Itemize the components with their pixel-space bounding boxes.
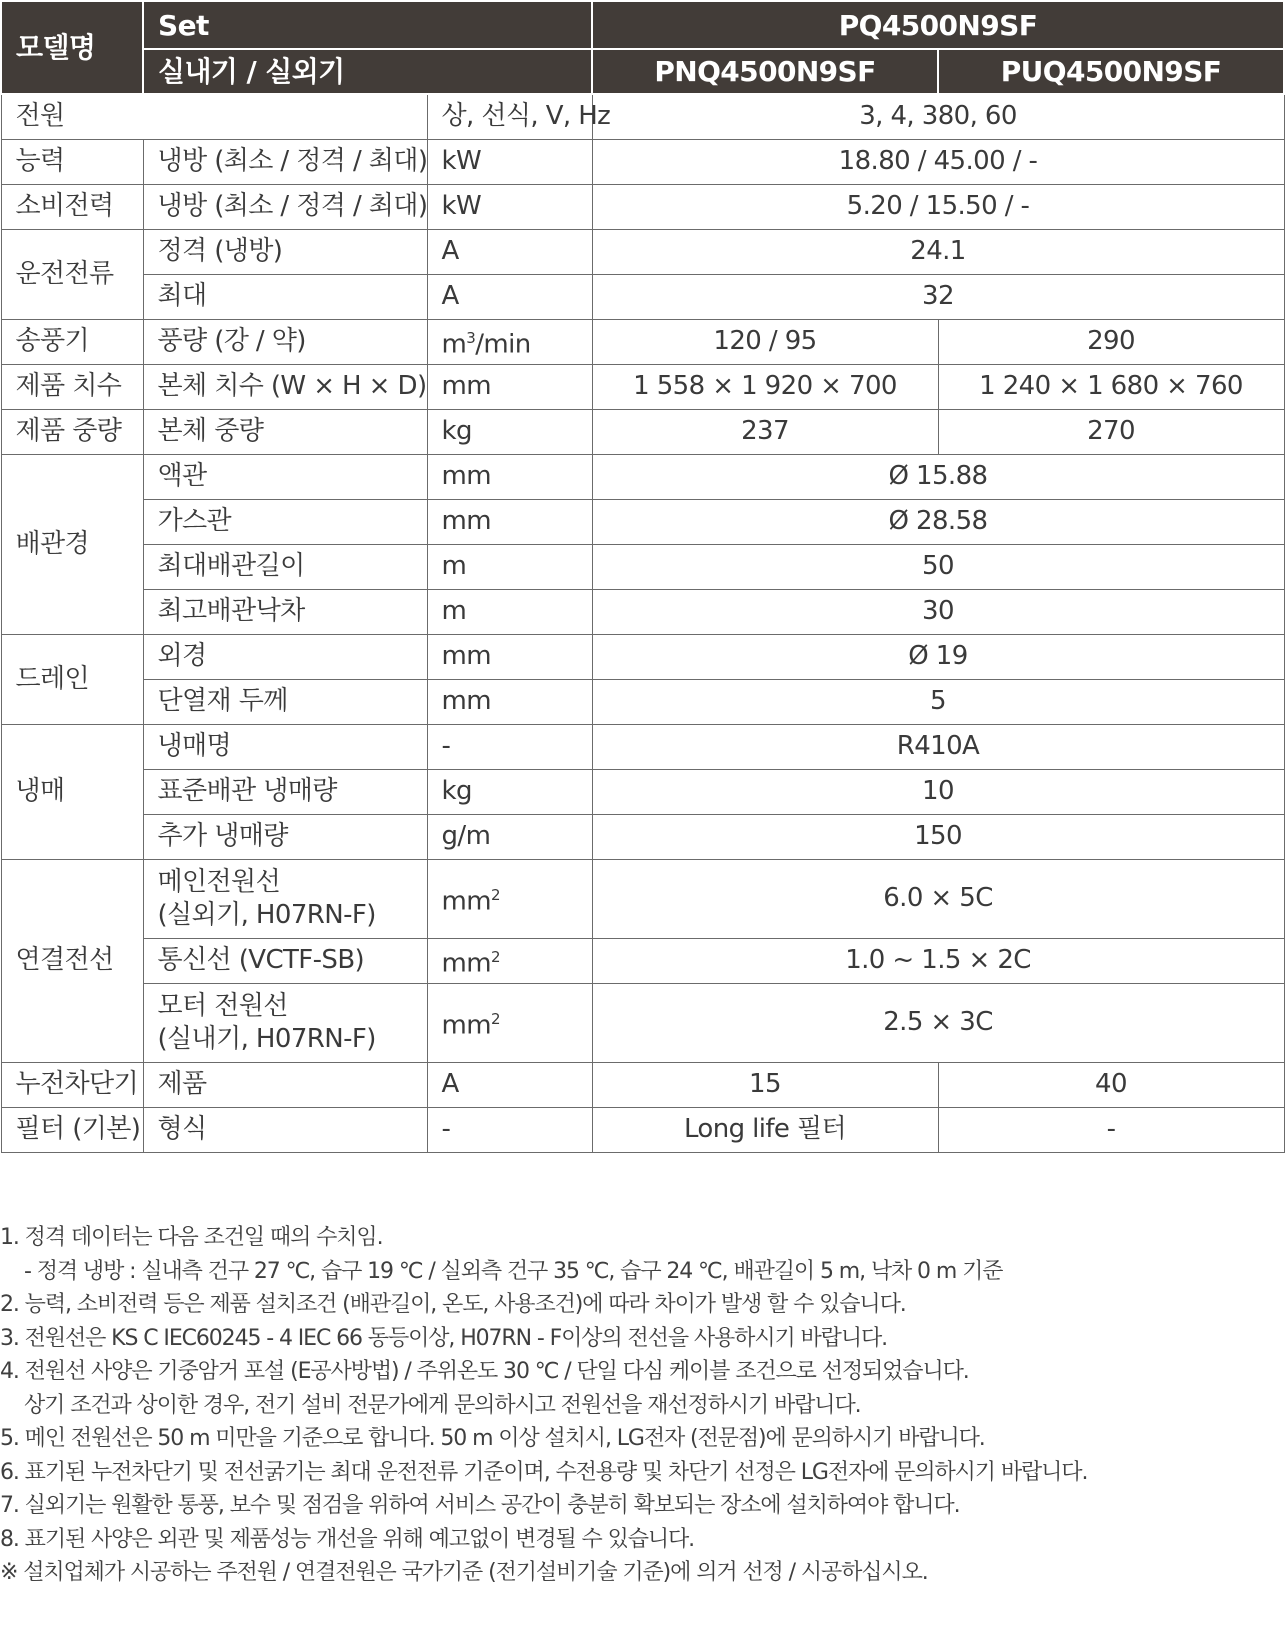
footnote: 6. 표기된 누전차단기 및 전선굵기는 최대 운전전류 기준이며, 수전용량 및 차단기 선정은 LG전자에 문의하시기 바랍니다.: [0, 1459, 1088, 1485]
unit-cell: kW: [427, 139, 592, 184]
table-row: [1, 139, 1284, 184]
unit-cell: m: [427, 589, 592, 634]
value-cell: 10: [592, 769, 1284, 814]
value-cell: 24.1: [592, 229, 1284, 274]
item-cell: 최대: [143, 274, 427, 319]
footnote: 2. 능력, 소비전력 등은 제품 설치조건 (배관길이, 온도, 사용조건)에 따라 차이가 발생 할 수 있습니다.: [0, 1292, 906, 1317]
category-cell: 제품 중량: [1, 409, 143, 454]
table-row: [1, 679, 1284, 724]
table-row: [1, 94, 1284, 139]
item-cell: 정격 (냉방): [143, 229, 427, 274]
footnote: 상기 조건과 상이한 경우, 전기 설비 전문가에게 문의하시고 전원선을 재선정하시기 바랍니다.: [24, 1392, 861, 1418]
outdoor-value-cell: 1 240 × 1 680 × 760: [938, 364, 1284, 409]
footnote: 3. 전원선은 KS C IEC60245 - 4 IEC 66 동등이상, H07RN - F이상의 전선을 사용하시기 바랍니다.: [0, 1325, 888, 1351]
footnote: 5. 메인 전원선은 50 m 미만을 기준으로 합니다. 50 m 이상 설치시, LG전자 (전문점)에 문의하시기 바랍니다.: [0, 1426, 985, 1451]
unit-cell: $mm^2$: [427, 983, 592, 1062]
table-row: [1, 184, 1284, 229]
table-row: [1, 814, 1284, 859]
unit-cell: g/m: [427, 814, 592, 859]
unit-cell: kg: [427, 769, 592, 814]
category-cell: 운전전류: [1, 229, 143, 319]
footnote: 1. 정격 데이터는 다음 조건일 때의 수치임.: [0, 1225, 383, 1250]
table-row: [1, 1107, 1284, 1152]
value-cell: 32: [592, 274, 1284, 319]
footnote: ※ 설치업체가 시공하는 주전원 / 연결전원은 국가기준 (전기설비기술 기준)에 의거 선정 / 시공하십시오.: [0, 1560, 928, 1585]
indoor-value-cell: 237: [592, 409, 938, 454]
category-cell: 누전차단기: [1, 1062, 143, 1107]
table-row: [1, 364, 1284, 409]
table-row: [1, 1062, 1284, 1107]
unit-cell: 상, 선식, V, Hz: [427, 94, 592, 139]
table-row: [1, 274, 1284, 319]
item-cell: 냉방 (최소 / 정격 / 최대): [143, 139, 427, 184]
value-cell: 150: [592, 814, 1284, 859]
table-row: [1, 589, 1284, 634]
value-cell: 5: [592, 679, 1284, 724]
item-cell: 단열재 두께: [143, 679, 427, 724]
value-cell: 6.0 × 5C: [592, 859, 1284, 938]
outdoor-value-cell: 270: [938, 409, 1284, 454]
indoor-value-cell: Long life 필터: [592, 1107, 938, 1152]
item-cell: 모터 전원선 (실내기, H07RN-F): [143, 983, 427, 1062]
item-cell: 풍량 (강 / 약): [143, 319, 427, 364]
table-row: [1, 229, 1284, 274]
item-cell: 냉방 (최소 / 정격 / 최대): [143, 184, 427, 229]
item-cell: 냉매명: [143, 724, 427, 769]
outdoor-model: PUQ4500N9SF: [938, 49, 1284, 94]
unit-cell: mm: [427, 634, 592, 679]
footnote: 8. 표기된 사양은 외관 및 제품성능 개선을 위해 예고없이 변경될 수 있습니다.: [0, 1526, 695, 1552]
header-row-1: [1, 1, 1284, 49]
item-cell: 최고배관낙차: [143, 589, 427, 634]
item-cell: 표준배관 냉매량: [143, 769, 427, 814]
footnote: 4. 전원선 사양은 기중암거 포설 (E공사방법) / 주위온도 30 ℃ / 단일 다심 케이블 조건으로 선정되었습니다.: [0, 1359, 969, 1384]
value-cell: R410A: [592, 724, 1284, 769]
table-row: [1, 499, 1284, 544]
unit-cell: $mm^2$: [427, 938, 592, 983]
outdoor-value-cell: -: [938, 1107, 1284, 1152]
item-cell: 본체 중량: [143, 409, 427, 454]
unit-cell: mm: [427, 364, 592, 409]
value-cell: Ø 15.88: [592, 454, 1284, 499]
set-model: PQ4500N9SF: [592, 1, 1284, 49]
unit-cell: -: [427, 1107, 592, 1152]
footnote: 7. 실외기는 원활한 통풍, 보수 및 점검을 위하여 서비스 공간이 충분히 확보되는 장소에 설치하여야 합니다.: [0, 1493, 960, 1518]
footnotes: [0, 1221, 1283, 1590]
value-cell: Ø 28.58: [592, 499, 1284, 544]
model-name-label: 모델명: [1, 1, 143, 94]
unit-cell: mm: [427, 499, 592, 544]
value-cell: 2.5 × 3C: [592, 983, 1284, 1062]
value-cell: 1.0 ~ 1.5 × 2C: [592, 938, 1284, 983]
indoor-value-cell: 120 / 95: [592, 319, 938, 364]
item-cell: 제품: [143, 1062, 427, 1107]
table-row: [1, 724, 1284, 769]
item-cell: 외경: [143, 634, 427, 679]
indoor-value-cell: 15: [592, 1062, 938, 1107]
unit-cell: kW: [427, 184, 592, 229]
table-row: [1, 938, 1284, 983]
unit-cell: m: [427, 544, 592, 589]
outdoor-value-cell: 290: [938, 319, 1284, 364]
value-cell: 3, 4, 380, 60: [592, 94, 1284, 139]
category-cell: 연결전선: [1, 859, 143, 1062]
set-label: Set: [143, 1, 592, 49]
category-cell: 능력: [1, 139, 143, 184]
unit-cell: A: [427, 1062, 592, 1107]
category-cell: 냉매: [1, 724, 143, 859]
value-cell: Ø 19: [592, 634, 1284, 679]
outdoor-value-cell: 40: [938, 1062, 1284, 1107]
category-cell: 배관경: [1, 454, 143, 634]
table-row: [1, 859, 1284, 938]
unit-cell: A: [427, 229, 592, 274]
category-cell: 필터 (기본): [1, 1107, 143, 1152]
unit-cell: mm: [427, 679, 592, 724]
item-cell: 통신선 (VCTF-SB): [143, 938, 427, 983]
unit-cell: -: [427, 724, 592, 769]
table-row: [1, 544, 1284, 589]
indoor-value-cell: 1 558 × 1 920 × 700: [592, 364, 938, 409]
unit-cell: $m^3/\min$: [427, 319, 592, 364]
category-cell: 송풍기: [1, 319, 143, 364]
unit-label: 실내기 / 실외기: [143, 49, 592, 94]
item-cell: 추가 냉매량: [143, 814, 427, 859]
item-cell: 최대배관길이: [143, 544, 427, 589]
item-cell: 가스관: [143, 499, 427, 544]
category-cell: 소비전력: [1, 184, 143, 229]
item-cell: 형식: [143, 1107, 427, 1152]
footnote: - 정격 냉방 : 실내측 건구 27 ℃, 습구 19 ℃ / 실외측 건구 35 ℃, 습구 24 ℃, 배관길이 5 m, 낙차 0 m 기준: [24, 1258, 1003, 1284]
item-cell: 본체 치수 (W × H × D): [143, 364, 427, 409]
value-cell: 50: [592, 544, 1284, 589]
indoor-model: PNQ4500N9SF: [592, 49, 938, 94]
table-row: [1, 319, 1284, 364]
category-cell: 전원: [1, 94, 427, 139]
unit-cell: $mm^2$: [427, 859, 592, 938]
unit-cell: mm: [427, 454, 592, 499]
item-cell: 액관: [143, 454, 427, 499]
value-cell: 30: [592, 589, 1284, 634]
table-row: [1, 454, 1284, 499]
value-cell: 18.80 / 45.00 / -: [592, 139, 1284, 184]
unit-cell: kg: [427, 409, 592, 454]
table-row: [1, 409, 1284, 454]
table-row: [1, 634, 1284, 679]
value-cell: 5.20 / 15.50 / -: [592, 184, 1284, 229]
category-cell: 제품 치수: [1, 364, 143, 409]
table-row: [1, 983, 1284, 1062]
header-row-2: [1, 49, 1284, 94]
unit-cell: A: [427, 274, 592, 319]
table-row: [1, 769, 1284, 814]
item-cell: 메인전원선 (실외기, H07RN-F): [143, 859, 427, 938]
category-cell: 드레인: [1, 634, 143, 724]
